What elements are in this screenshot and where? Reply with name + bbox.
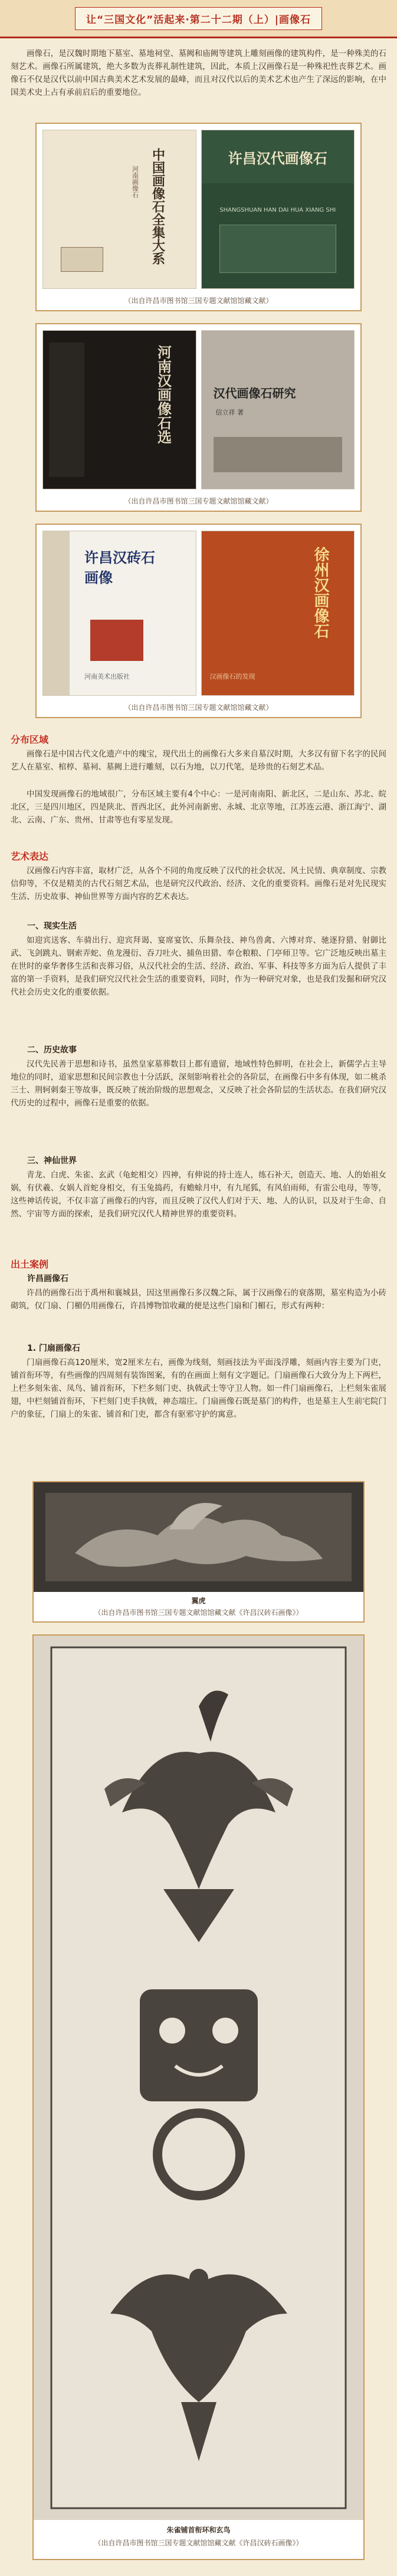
book-covers-figure-1	[35, 123, 362, 311]
article-banner	[0, 0, 397, 38]
xuchang-paragraph: 许昌的画像石出于禹州和襄城县，因这里画像石多汉魏之际，属于汉画像石的衰落期，墓室构造为小砖砌筑，仅门扇、门楣仍用画像石，许昌博物馆收藏的便是这些门扇和门楣石，形式有两种：	[11, 1288, 386, 1311]
book-cover-title: 许昌汉砖石画像	[84, 549, 155, 586]
book-cover-xuchang-stone	[201, 130, 355, 289]
book-cover-subtitle: 汉画像石的发现	[209, 673, 255, 680]
rubbing-image	[34, 1636, 363, 2520]
rubbing-caption-title: 翼虎	[191, 1597, 206, 1605]
book-cover-illustration	[61, 247, 103, 272]
rubbing-figure-winged-tiger	[32, 1481, 365, 1623]
book-cover-title: 河南汉画像石选	[155, 345, 172, 444]
book-cover-henan-selection	[42, 330, 196, 489]
rubbing-caption: （出自许昌市图书馆三国专题文献馆馆藏文献《许昌汉砖石画像》）	[94, 1608, 303, 1617]
art-paragraph-1: 汉画像石内容丰富，取材广泛，从各个不同的角度反映了汉代的社会状况、风土民情、典章制度、宗教信仰等，不仅是精美的古代石刻艺术品，也是研究汉代政治、经济、文化的重要资料。画像石是对先民现实生活、历史故事、神仙世界等方面内容的艺术表达。	[11, 866, 386, 902]
door-stone-paragraph: 门扇画像石高120厘米，宽2厘米左右，画像为线刻，刻画技法为平面浅浮雕，刻画内容主要为门吏，铺首衔环等，有些画像的四周刻有装饰图案，有的在画面上刻有文字题记。门扇画像石大致分为上下两栏，上栏多刻朱雀、凤鸟、铺首衔环，下栏多刻门吏、执戟武士等守卫人物。如一件门扇画像石，上栏刻朱雀展翅，中栏刻铺首衔环，下栏刻门吏手执戟，神态端庄。门扇画像石既是墓门的构件，也是墓主人生前宅院门户的象征，门扇上的朱雀、铺首和门吏，都含有驱邪守护的寓意。	[11, 1358, 386, 1419]
figure-caption: （出自许昌市图书馆三国专题文献馆馆藏文献）	[124, 297, 273, 305]
book-cover-title: 汉代画像石研究	[213, 386, 296, 400]
book-covers-figure-2	[35, 323, 362, 512]
figure-caption: （出自许昌市图书馆三国专题文献馆馆藏文献）	[124, 497, 273, 505]
book-cover-title: 许昌汉代画像石	[228, 150, 327, 167]
book-cover-han-stone-research	[201, 330, 355, 489]
book-covers-figure-3	[35, 524, 362, 718]
section-heading-art: 艺术表达	[11, 851, 49, 862]
real-life-paragraph: 如迎宾送客、车骑出行、迎宾拜谒、宴席宴饮、乐舞杂技、神鸟兽禽、六博对弈、驰逐狩猎、射御比武、飞剑跳丸、钢索弄蛇、鱼龙漫衍、吞刀吐火、捕鱼田猎、奉仓粮粮、门亭师卫等。它广泛地反映出墓主在世时的豪华奢侈生活和丧葬习俗，从汉代社会的生活、经济、政治、军事、科技等多方面为后人提供了丰富的第一手资料，是我们研究汉代社会生活的重要资料，同时，作为一种研究对象，也是我们发掘和研究汉代社会历史文化的重要依据。	[11, 936, 386, 997]
book-cover-title: 中国画像石全集大系	[150, 148, 166, 265]
distribution-paragraph-2: 中国发现画像石的地域很广，分布区域主要有4个中心：一是河南南阳、新北区，二是山东、苏北、皖北区，三是四川地区，四是陕北、晋西北区，此外河南新密、永城、北京等地，江苏连云港、浙江海宁、湖北、云南、广东、贵州、甘肃等也有零星发现。	[11, 789, 386, 825]
book-cover-xuchang-brick	[42, 531, 196, 696]
book-cover-strip	[49, 343, 84, 477]
book-cover-subtitle: 河南美术出版社	[84, 673, 130, 680]
rubbing-caption: （出自许昌市图书馆三国专题文献馆馆藏文献《许昌汉砖石画像》）	[94, 2539, 303, 2547]
subheading-door-stone: 1. 门扇画像石	[27, 1344, 80, 1353]
intro-paragraph: 画像石，是汉魏时期地下墓室、墓地祠堂、墓阙和庙阙等建筑上雕刻画像的建筑构件，是一种殊美的石刻艺术。画像石所属建筑，绝大多数为丧葬礼制性建筑，因此，本质上汉画像石是一种殊祀性丧葬艺术。画像石不仅是汉代以前中国古典美术艺术发展的最峰，而且对汉代以后的美术艺术也产生了深远的影响，在中国美术史上占有承前启后的重要地位。	[11, 49, 386, 97]
figure-caption: （出自许昌市图书馆三国专题文献馆馆藏文献）	[124, 703, 273, 712]
subheading-xuchang-stone: 许昌画像石	[27, 1274, 68, 1284]
book-cover-henan-stone	[42, 130, 196, 289]
book-cover-subtitle: 河南画像石	[131, 166, 139, 198]
section-heading-distribution: 分布区域	[11, 734, 49, 745]
book-cover-relief	[219, 225, 337, 273]
history-paragraph: 汉代先民善于思想和诗书，虽然皇家墓葬数目上都有遗留，地域性特色鲜明，在社会上，新儒学占主导地位的同时，道家思想和民间宗教也十分活跃，深刻影响着社会的各阶层，在画像石中多有体现，如二桃杀三士、荆轲刺秦王等故事，既反映了统治阶级的思想观念，又反映了社会各阶层的生活状态。在我们研究汉代历史的过程中，画像石是重要的依据。	[11, 1060, 386, 1108]
book-cover-relief	[214, 437, 343, 472]
rubbing-figure-vermilion-bird	[32, 1634, 365, 2560]
book-cover-title: 徐州汉画像石	[311, 547, 329, 639]
subheading-real-life: 一、现实生活	[27, 922, 77, 931]
immortal-world-paragraph: 青龙、白虎、朱雀、玄武（龟蛇相交）四神，有伸说的持士连人，练石补天，创造天、地、人的始祖女娲，有伏羲、女娲人首蛇身相交，有玉兔捣药，有蟾蜍月中，有九尾狐，有风伯雨师，有雷公电母，等等，这些神话传说，不仅丰富了画像石的内容，而且反映了汉代人们对于天、地、人的认识，以及对于生命、自然、宇宙等方面的探索，是我们研究汉代人精神世界的重要资料。	[11, 1170, 386, 1219]
subheading-history: 二、历史故事	[27, 1045, 77, 1055]
subheading-immortal-world: 三、神仙世界	[27, 1156, 77, 1166]
book-cover-subtitle: 信立祥 著	[215, 409, 244, 416]
rubbing-caption-title: 朱雀铺首衔环和玄鸟	[166, 2526, 231, 2534]
book-cover-spine	[43, 531, 70, 695]
book-cover-subtitle: SHANGSHUAN HAN DAI HUA XIANG SHI	[219, 207, 336, 213]
article-title: 让“三国文化”活起来·第二十二期（上）|画像石	[75, 7, 322, 30]
book-cover-xuzhou-stone	[201, 531, 355, 696]
book-cover-relief	[90, 620, 143, 661]
distribution-paragraph-1: 画像石是中国古代文化遗产中的瑰宝，现代出土的画像石大多来自墓汉时期，大多汉有留下名字的民间艺人在墓室、棺椁、墓祠、墓阙上进行雕刻，以石为地，以刀代笔，是珍贵的石刻艺术品。	[11, 749, 386, 772]
section-heading-unearthed: 出土案例	[11, 1259, 49, 1270]
rubbing-image	[34, 1482, 363, 1592]
